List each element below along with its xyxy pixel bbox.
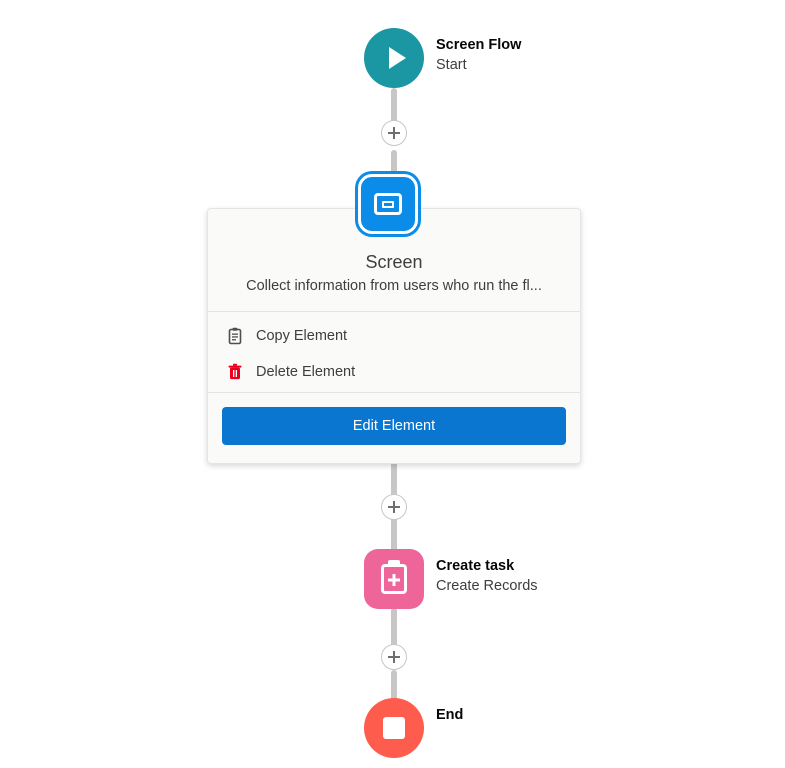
menu-item-copy-element[interactable] [208,318,580,354]
element-menu-footer [208,393,580,463]
element-menu-list[interactable] [208,312,580,393]
menu-item-delete-element[interactable] [208,354,580,390]
element-title: Screen [365,252,423,272]
flow-node-screen[interactable] [358,174,418,234]
create-records-icon [364,549,424,609]
copy-icon [226,327,244,345]
trash-icon [226,363,244,381]
flow-node-create-task[interactable] [364,549,538,609]
play-icon [364,28,424,88]
add-element-button-2[interactable] [381,494,407,520]
menu-item-label: Copy Element [256,328,348,344]
element-context-menu[interactable] [207,208,581,464]
menu-item-label: Delete Element [256,364,356,380]
flow-node-end[interactable] [364,698,464,758]
add-element-button-3[interactable] [381,644,407,670]
element-description: Collect information from users who run the fl... [246,278,542,294]
add-element-button-1[interactable] [381,120,407,146]
flow-node-start-label: Screen Flow Start [436,37,522,73]
screen-icon [358,174,418,234]
stop-icon [364,698,424,758]
flow-node-start[interactable] [364,28,522,88]
flow-node-end-label: End [436,707,464,723]
flow-node-create-task-label: Create task Create Records [436,558,538,594]
edit-element-button[interactable]: Edit Element [222,407,566,445]
